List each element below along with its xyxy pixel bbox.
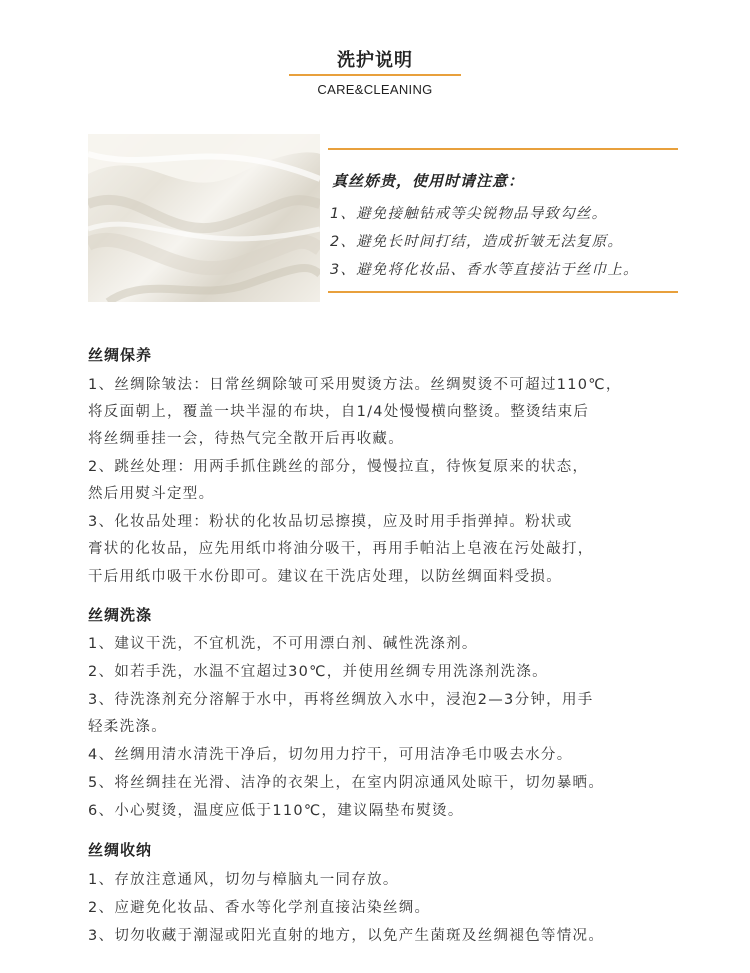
silk-drape-illustration: [88, 134, 320, 302]
washing-line: 1、建议干洗，不宜机洗，不可用漂白剂、碱性洗涤剂。: [88, 636, 478, 652]
maintenance-line: 3、化妆品处理：粉状的化妆品切忌擦摸，应及时用手指弹掉。粉状或: [88, 514, 573, 530]
washing-line: 4、丝绸用清水清洗干净后，切勿用力拧干，可用洁净毛巾吸去水分。: [88, 747, 573, 763]
maintenance-line: 2、跳丝处理：用两手抓住跳丝的部分，慢慢拉直，待恢复原来的状态，: [88, 459, 589, 475]
maintenance-line: 将反面朝上，覆盖一块半湿的布块，自1/4处慢慢横向整烫。整烫结束后: [88, 404, 590, 420]
notice-item: 2、避免长时间打结，造成折皱无法复原。: [330, 234, 624, 250]
storage-line: 1、存放注意通风，切勿与樟脑丸一同存放。: [88, 872, 399, 888]
washing-line: 2、如若手洗，水温不宜超过30℃，并使用丝绸专用洗涤剂洗涤。: [88, 664, 548, 680]
maintenance-line: 然后用熨斗定型。: [88, 486, 215, 502]
washing-line: 3、待洗涤剂充分溶解于水中，再将丝绸放入水中，浸泡2—3分钟，用手: [88, 692, 594, 708]
page-subtitle: CARE&CLEANING: [317, 82, 433, 97]
notice-bottom-divider: [328, 291, 678, 293]
section-heading-maintenance: 丝绸保养: [88, 346, 153, 364]
storage-line: 3、切勿收藏于潮湿或阳光直射的地方，以免产生菌斑及丝绸褪色等情况。: [88, 928, 605, 944]
section-heading-washing: 丝绸洗涤: [88, 606, 153, 624]
title-divider: [289, 74, 461, 76]
washing-line: 5、将丝绸挂在光滑、洁净的衣架上，在室内阴凉通风处晾干，切勿暴晒。: [88, 775, 605, 791]
notice-heading: 真丝娇贵，使用时请注意：: [332, 172, 525, 190]
section-heading-storage: 丝绸收纳: [88, 841, 153, 859]
notice-item: 3、避免将化妆品、香水等直接沾于丝巾上。: [330, 262, 639, 278]
storage-line: 2、应避免化妆品、香水等化学剂直接沾染丝绸。: [88, 900, 431, 916]
maintenance-line: 1、丝绸除皱法：日常丝绸除皱可采用熨烫方法。丝绸熨烫不可超过110℃，: [88, 377, 622, 393]
silk-fabric-image: [88, 134, 320, 302]
notice-item: 1、避免接触钻戒等尖锐物品导致勾丝。: [330, 206, 608, 222]
maintenance-line: 将丝绸垂挂一会，待热气完全散开后再收藏。: [88, 431, 404, 447]
maintenance-line: 膏状的化妆品，应先用纸巾将油分吸干，再用手帕沾上皂液在污处敲打，: [88, 541, 594, 557]
maintenance-line: 干后用纸巾吸干水份即可。建议在干洗店处理，以防丝绸面料受损。: [88, 569, 562, 585]
notice-top-divider: [328, 148, 678, 150]
washing-line: 轻柔洗涤。: [88, 719, 167, 735]
page-title: 洗护说明: [337, 50, 413, 71]
washing-line: 6、小心熨烫，温度应低于110℃，建议隔垫布熨烫。: [88, 803, 464, 819]
